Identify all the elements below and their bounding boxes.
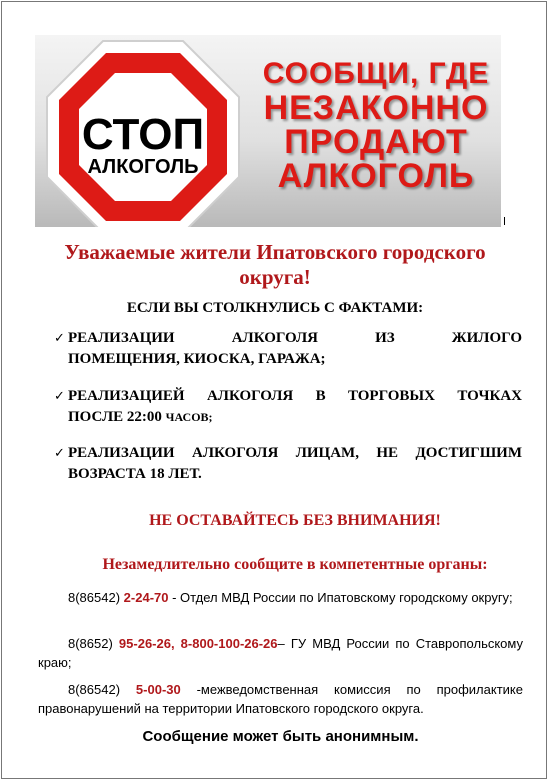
item-line-1: РЕАЛИЗАЦИИ АЛКОГОЛЯ ЛИЦАМ, НЕ ДОСТИГШИМ [68,445,522,461]
banner-slogan [256,57,496,193]
item-line-2: ВОЗРАСТА 18 ЛЕТ. [68,466,202,482]
facts-heading: ЕСЛИ ВЫ СТОЛКНУЛИСЬ С ФАКТАМИ: [126,300,424,316]
checkmark-icon: ✓ [54,446,65,461]
contact-entry [38,634,523,672]
phone-prefix: 8(86542) [68,590,121,605]
phone-prefix: 8(8652) [68,636,113,651]
report-heading: Незамедлительно сообщите в компетентные органы: [102,556,488,573]
item-line-2: ПОМЕЩЕНИЯ, КИОСКА, ГАРАЖА; [68,351,326,367]
greeting-heading: Уважаемые жители Ипатовского городского округа! [64,240,486,289]
contact-entry [38,680,523,718]
item-line-2-small: ЧАСОВ; [165,410,213,424]
checkmark-icon: ✓ [54,331,65,346]
phone-number: 2-24-70 [123,590,169,605]
contact-entry [38,588,523,607]
alcohol-word: АЛКОГОЛЬ [87,156,199,178]
anonymous-note: Сообщение может быть анонимным. [142,728,419,745]
phone-number: 95-26-26, 8-800-100-26-26 [118,636,278,651]
list-item [54,328,522,369]
slogan-line-1: СООБЩИ, ГДЕ [262,57,490,90]
phone-number: 5-00-30 [135,682,181,697]
text-cursor [504,217,505,225]
list-item [54,443,522,484]
contact-description: - Отдел МВД России по Ипатовскому городскому округу; [168,590,513,605]
item-line-2: ПОСЛЕ 22:00 [68,409,162,425]
item-line-1: РЕАЛИЗАЦИИ АЛКОГОЛЯ ИЗ ЖИЛОГО [68,330,522,346]
contact-description: -межведомственная комиссия по профилактике правонарушений на территории Ипатовского городского округа. [38,682,523,716]
slogan-line-3: ПРОДАЮТ [284,123,468,161]
item-line-1: РЕАЛИЗАЦИЕЙ АЛКОГОЛЯ В ТОРГОВЫХ ТОЧКАХ [68,388,522,404]
stop-sign-icon [43,37,243,227]
banner-image [35,35,501,227]
list-item [54,386,522,427]
contact-description: – ГУ МВД России по Ставропольскому краю; [38,636,523,670]
slogan-line-4: АЛКОГОЛЬ [277,157,475,195]
stop-word: СТОП [81,110,205,159]
slogan-line-2: НЕЗАКОННО [263,89,489,127]
checkmark-icon: ✓ [54,389,65,404]
warning-text: НЕ ОСТАВАЙТЕСЬ БЕЗ ВНИМАНИЯ! [149,512,441,529]
phone-prefix: 8(86542) [68,682,121,697]
